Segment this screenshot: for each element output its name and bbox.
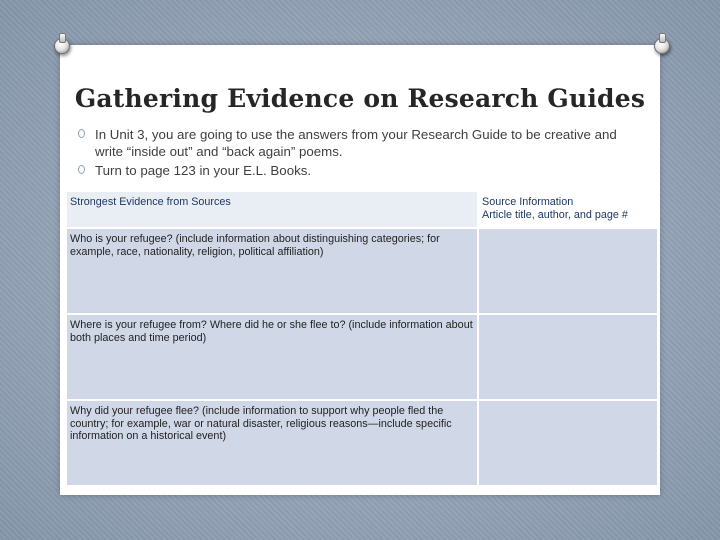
pushpin-icon [654, 38, 670, 54]
bullet-list [78, 126, 638, 181]
evidence-prompt-cell: Who is your refugee? (include information about distinguishing categories; for example, race, nationality, religion, political affiliation) [66, 228, 478, 314]
table-row [66, 228, 658, 314]
bullet-circle-icon [78, 129, 85, 138]
bullet-circle-icon [78, 165, 85, 174]
source-cell[interactable] [478, 314, 658, 400]
table-row [66, 314, 658, 400]
table-header-row [66, 191, 658, 228]
table-row [66, 400, 658, 486]
bullet-text: In Unit 3, you are going to use the answers from your Research Guide to be creative and write “inside out” and “back again” poems. [95, 127, 617, 159]
slide-title: Gathering Evidence on Research Guides [74, 84, 646, 113]
evidence-prompt-cell: Where is your refugee from? Where did he or she flee to? (include information about both places and time period) [66, 314, 478, 400]
bullet-text: Turn to page 123 in your E.L. Books. [95, 163, 312, 178]
header-source-line2: Article title, author, and page # [482, 208, 628, 221]
research-guide-table [65, 190, 659, 487]
pushpin-icon [54, 38, 70, 54]
header-evidence: Strongest Evidence from Sources [66, 191, 478, 228]
source-cell[interactable] [478, 400, 658, 486]
header-source-line1: Source Information [482, 196, 574, 208]
source-cell[interactable] [478, 228, 658, 314]
bullet-item [78, 162, 638, 179]
bullet-item [78, 126, 638, 160]
header-source [478, 191, 658, 228]
evidence-prompt-cell: Why did your refugee flee? (include information to support why people fled the country; for example, war or natural disaster, religious reasons—include specific information on a historical event) [66, 400, 478, 486]
